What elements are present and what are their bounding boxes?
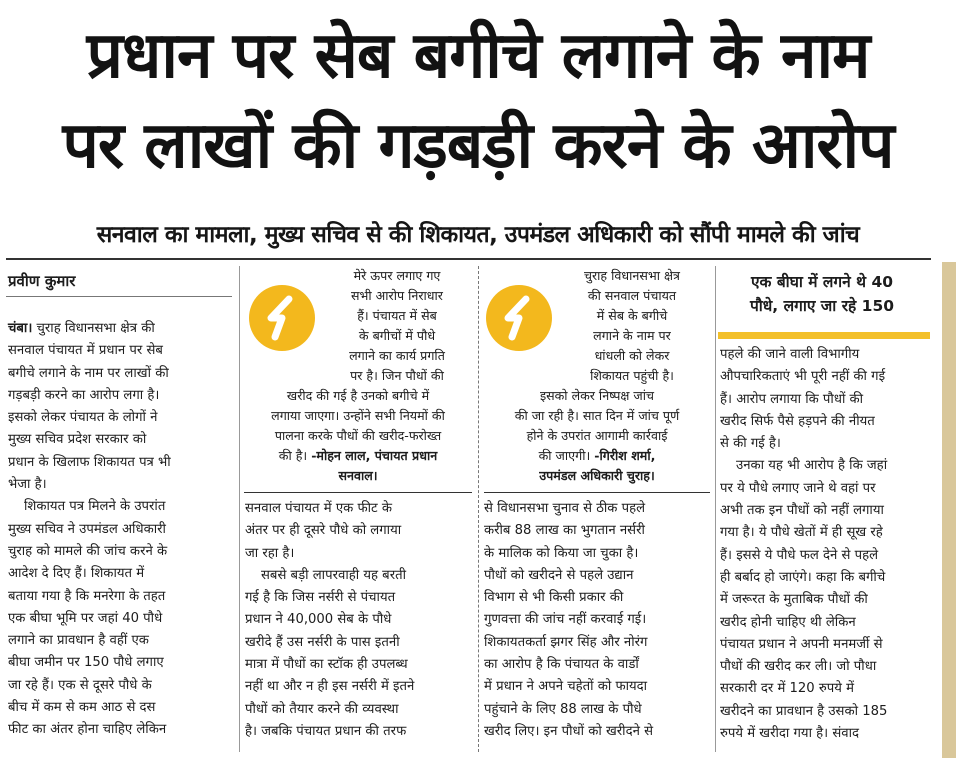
- column-2-line: जा रहा है।: [245, 545, 295, 561]
- quote-2-line: इसको लेकर निष्पक्ष जांच: [539, 388, 655, 403]
- byline-rule: [6, 296, 232, 297]
- column-1-line: आदेश दे दिए हैं। शिकायत में: [8, 566, 145, 582]
- box-heading-line-2: पौधे, लगाए जा रहे 150: [749, 297, 895, 315]
- quote-1-line: के बगीचों में पौधे: [358, 328, 436, 343]
- logo-mark-icon: [249, 285, 315, 351]
- column-1-line: लगाने का प्रावधान है वहीं एक: [8, 633, 149, 649]
- column-1-line: गड़बड़ी करने का आरोप लगा है।: [8, 387, 160, 403]
- column-4-line: गया है। ये पौधे खेतों में ही सूख रहे: [720, 525, 883, 541]
- quote-2-line: की जाएगी।: [538, 448, 591, 463]
- quote-1-line: लगाया जाएगा। उन्होंने सभी नियमों की: [271, 408, 445, 423]
- column-1-line: चुराह विधानसभा क्षेत्र की: [36, 321, 155, 336]
- column-1-line: फीट का अंतर होना चाहिए लेकिन: [8, 722, 167, 738]
- column-2-line: मात्रा में पौधों का स्टॉक ही उपलब्ध: [245, 657, 408, 673]
- quote-1-line: पालना करके पौधों की खरीद-फरोख्त: [274, 428, 442, 443]
- box-heading: [720, 270, 924, 318]
- quote-1-attribution: -मोहन लाल, पंचायत प्रधान: [311, 448, 438, 463]
- column-3: [484, 498, 710, 743]
- column-4-line: खरीदने का प्रावधान है उसको 185: [720, 703, 888, 719]
- column-4-line: पौधों की खरीद कर ली। जो पौधा: [720, 659, 877, 675]
- column-2-line: अंतर पर ही दूसरे पौधे को लगाया: [245, 523, 402, 539]
- column-1-line: मुख्य सचिव प्रदेश सरकार को: [8, 432, 147, 448]
- quote-2-line: लगाने के नाम पर: [593, 328, 671, 343]
- column-2-line: सनवाल पंचायत में एक फीट के: [245, 501, 392, 516]
- page-edge: [942, 262, 956, 758]
- column-4-line: खरीद सिर्फ पैसे हड़पने की नीयत: [720, 413, 875, 429]
- column-4-line: उनका यह भी आरोप है कि जहां: [736, 458, 888, 474]
- subheadline: सनवाल का मामला, मुख्य सचिव से की शिकायत, उपमंडल अधिकारी को सौंपी मामले की जांच: [96, 222, 860, 248]
- quote-1-line: की है।: [278, 448, 308, 463]
- column-1-line: मुख्य सचिव ने उपमंडल अधिकारी: [8, 521, 166, 537]
- column-1-line: चुराह को मामले की जांच करने के: [8, 543, 168, 559]
- quote-2-rule: [484, 492, 710, 493]
- quote-1-line: सभी आरोप निराधार: [351, 288, 443, 303]
- quote-2-line: की सनवाल पंचायत: [587, 288, 677, 303]
- quote-1-line: खरीद की गई है उनको बगीचे में: [286, 388, 430, 403]
- column-4: [720, 344, 934, 745]
- column-2-line: खरीदे हैं उस नर्सरी के पास इतनी: [245, 634, 400, 650]
- column-1-line: बीघा जमीन पर 150 पौधे लगाए: [8, 655, 164, 671]
- column-2-line: पौधों को तैयार करने की व्यवस्था: [245, 701, 399, 717]
- column-1: [8, 318, 232, 742]
- quote-1-top: [322, 266, 472, 386]
- column-1-line: सनवाल पंचायत में प्रधान पर सेब: [8, 343, 163, 359]
- quote-2-line: की जा रही है। सात दिन में जांच पूर्ण: [514, 408, 680, 423]
- column-3-line: से विधानसभा चुनाव से ठीक पहले: [484, 501, 646, 516]
- quote-2-line: होने के उपरांत आगामी कार्रवाई: [526, 428, 668, 443]
- column-1-line: एक बीघा भूमि पर जहां 40 पौधे: [8, 610, 163, 626]
- column-1-line: प्रधान के खिलाफ शिकायत पत्र भी: [8, 454, 171, 470]
- column-3-line: शिकायतकर्ता झगर सिंह और नोरंग: [484, 634, 648, 650]
- publication-logo-icon: [486, 285, 552, 351]
- column-3-line: के मालिक को किया जा चुका है।: [484, 545, 639, 561]
- column-4-line: रुपये में खरीदा गया है।: [720, 726, 829, 742]
- quote-1-attribution-place: सनवाल।: [338, 468, 378, 483]
- quote-2-top: [557, 266, 707, 386]
- column-divider: [239, 266, 240, 752]
- logo-mark-icon: [486, 285, 552, 351]
- box-heading-bar: [718, 332, 930, 339]
- column-4-line: औपचारिकताएं भी पूरी नहीं की गई: [720, 369, 886, 385]
- quote-2-line: शिकायत पहुंची है।: [590, 368, 674, 383]
- quote-1-rule: [244, 492, 472, 493]
- column-3-line: में प्रधान ने अपने चहेतों को फायदा: [484, 679, 648, 695]
- column-4-line: अभी तक इन पौधों को नहीं लगाया: [720, 503, 884, 519]
- column-4-line: में जरूरत के मुताबिक पौधों की: [720, 592, 868, 608]
- quote-1-line: हैं। पंचायत में सेब: [357, 308, 437, 323]
- dateline: चंबा।: [8, 321, 33, 336]
- quote-2-line: चुराह विधानसभा क्षेत्र: [584, 268, 680, 283]
- column-1-line: बगीचे लगाने के नाम पर लाखों की: [8, 365, 169, 381]
- column-3-line: विभाग से भी किसी प्रकार की: [484, 590, 624, 606]
- column-1-line: भेजा है।: [8, 477, 47, 493]
- quote-1-line: पर है। जिन पौधों की: [350, 368, 444, 383]
- column-3-line: पौधों को खरीदने से पहले उद्यान: [484, 567, 634, 583]
- byline: प्रवीण कुमार: [8, 272, 76, 290]
- column-2-line: है। जबकि पंचायत प्रधान की तरफ: [245, 723, 407, 739]
- column-4-line: पहले की जाने वाली विभागीय: [720, 347, 860, 362]
- quote-2-attribution: -गिरीश शर्मा,: [594, 448, 656, 463]
- publication-logo-icon: [249, 285, 315, 351]
- box-heading-line-1: एक बीघा में लगने थे 40: [750, 273, 894, 291]
- column-4-line: हैं। इससे ये पौधे फल देने से पहले: [720, 547, 879, 563]
- column-3-line: गुणवत्ता की जांच नहीं करवाई गई।: [484, 612, 647, 628]
- column-divider: [715, 266, 716, 752]
- column-1-line: बताया गया है कि मनरेगा के तहत: [8, 588, 166, 604]
- column-3-line: का आरोप है कि पंचायत के वार्डों: [484, 657, 639, 673]
- column-4-line: हैं। आरोप लगाया कि पौधों की: [720, 391, 864, 407]
- column-2: [245, 498, 472, 743]
- column-2-line: प्रधान ने 40,000 सेब के पौधे: [245, 612, 392, 628]
- column-4-line: खरीद होनी चाहिए थी लेकिन: [720, 614, 856, 630]
- column-4-line: ही बर्बाद हो जाएंगे। कहा कि बगीचे: [720, 569, 886, 585]
- column-4-line: पर ये पौधे लगाए जाने थे वहां पर: [720, 480, 876, 496]
- column-1-line: बीच में कम से कम आठ से दस: [8, 700, 156, 716]
- column-1-line: जा रहे हैं। एक से दूसरे पौधे के: [8, 677, 152, 693]
- column-2-line: सबसे बड़ी लापरवाही यह बरती: [261, 567, 407, 583]
- column-3-line: खरीद लिए। इन पौधों को खरीदने से: [484, 723, 653, 739]
- quote-1-line: मेरे ऊपर लगाए गए: [353, 268, 441, 283]
- column-3-line: करीब 88 लाख का भुगतान नर्सरी: [484, 523, 645, 539]
- quote-2-line: धांधली को लेकर: [594, 348, 670, 363]
- column-divider-dashed: [478, 266, 479, 752]
- quote-1-bottom: [244, 386, 472, 486]
- column-4-line: से की गई है।: [720, 436, 781, 452]
- top-rule: [6, 258, 931, 260]
- quote-1-line: लगाने का कार्य प्रगति: [349, 348, 445, 363]
- column-3-line: पहुंचाने के लिए 88 लाख के पौधे: [484, 701, 642, 717]
- quote-2-attribution-title: उपमंडल अधिकारी चुराह।: [539, 468, 655, 483]
- headline-line-1: प्रधान पर सेब बगीचे लगाने के नाम: [86, 19, 870, 93]
- column-4-line: पंचायत प्रधान ने अपनी मनमर्जी से: [720, 636, 883, 652]
- quote-2-bottom: [484, 386, 710, 486]
- headline-line-2: पर लाखों की गड़बड़ी करने के आरोप: [62, 109, 894, 183]
- column-4-line: सरकारी दर में 120 रुपये में: [720, 681, 854, 697]
- column-1-line: शिकायत पत्र मिलने के उपरांत: [24, 499, 166, 515]
- quote-2-line: में सेब के बगीचे: [596, 308, 668, 323]
- column-1-line: इसको लेकर पंचायत के लोगों ने: [8, 410, 158, 426]
- column-2-line: गई है कि जिस नर्सरी से पंचायत: [245, 590, 396, 606]
- column-2-line: नहीं था और न ही इस नर्सरी में इतने: [245, 679, 415, 695]
- signoff: संवाद: [832, 726, 860, 742]
